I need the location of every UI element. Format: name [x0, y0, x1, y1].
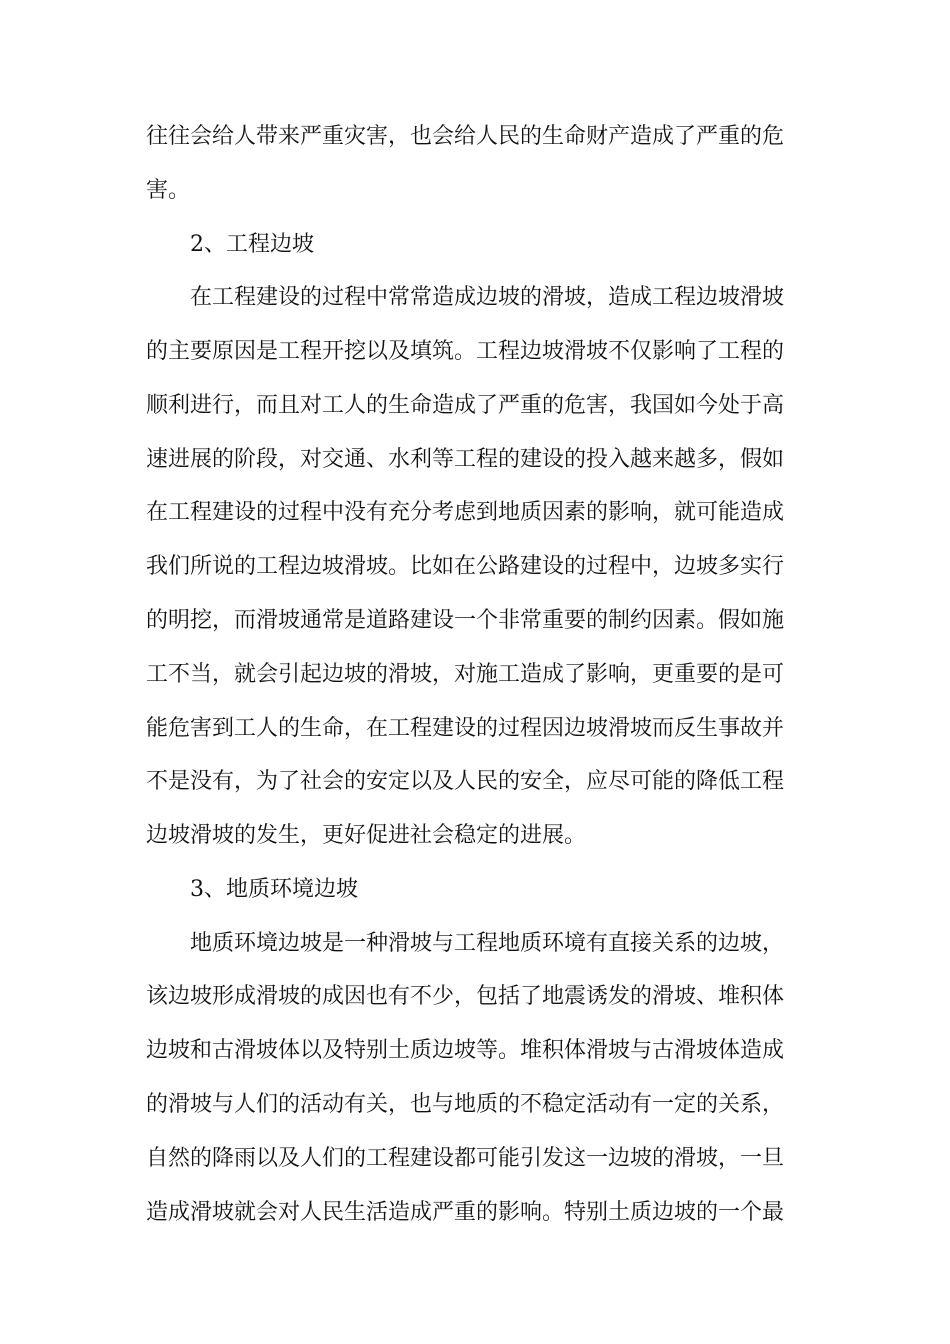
- text-line: 边坡和古滑坡体以及特别土质边坡等。堆积体滑坡与古滑坡体造成: [146, 1038, 785, 1063]
- text-line: 的主要原因是工程开挖以及填筑。工程边坡滑坡不仅影响了工程的: [146, 339, 785, 364]
- text-line: 边坡滑坡的发生，更好促进社会稳定的进展。: [146, 823, 587, 848]
- text-line: 该边坡形成滑坡的成因也有不少，包括了地震诱发的滑坡、堆积体: [146, 984, 785, 1009]
- text-line: 能危害到工人的生命，在工程建设的过程因边坡滑坡而反生事故并: [146, 716, 785, 741]
- section-heading: 3、地质环境边坡: [190, 877, 358, 902]
- text-line: 速进展的阶段，对交通、水利等工程的建设的投入越来越多，假如: [146, 447, 785, 472]
- text-line: 自然的降雨以及人们的工程建设都可能引发这一边坡的滑坡，一旦: [146, 1146, 785, 1171]
- text-line: 在工程建设的过程中常常造成边坡的滑坡，造成工程边坡滑坡: [190, 285, 785, 310]
- text-line: 顺利进行，而且对工人的生命造成了严重的危害，我国如今处于高: [146, 393, 785, 418]
- text-line: 的明挖，而滑坡通常是道路建设一个非常重要的制约因素。假如施: [146, 608, 785, 633]
- text-line: 我们所说的工程边坡滑坡。比如在公路建设的过程中，边坡多实行: [146, 554, 785, 579]
- text-line: 造成滑坡就会对人民生活造成严重的影响。特别土质边坡的一个最: [146, 1200, 785, 1225]
- text-line: 往往会给人带来严重灾害，也会给人民的生命财产造成了严重的危: [146, 124, 785, 149]
- text-line: 的滑坡与人们的活动有关，也与地质的不稳定活动有一定的关系，: [146, 1092, 785, 1117]
- text-line: 工不当，就会引起边坡的滑坡，对施工造成了影响，更重要的是可: [146, 662, 785, 687]
- text-line: 不是没有，为了社会的安定以及人民的安全，应尽可能的降低工程: [146, 769, 785, 794]
- text-line: 在工程建设的过程中没有充分考虑到地质因素的影响，就可能造成: [146, 500, 785, 525]
- section-heading: 2、工程边坡: [190, 232, 314, 257]
- text-line: 害。: [146, 178, 191, 203]
- text-line: 地质环境边坡是一种滑坡与工程地质环境有直接关系的边坡，: [190, 931, 785, 956]
